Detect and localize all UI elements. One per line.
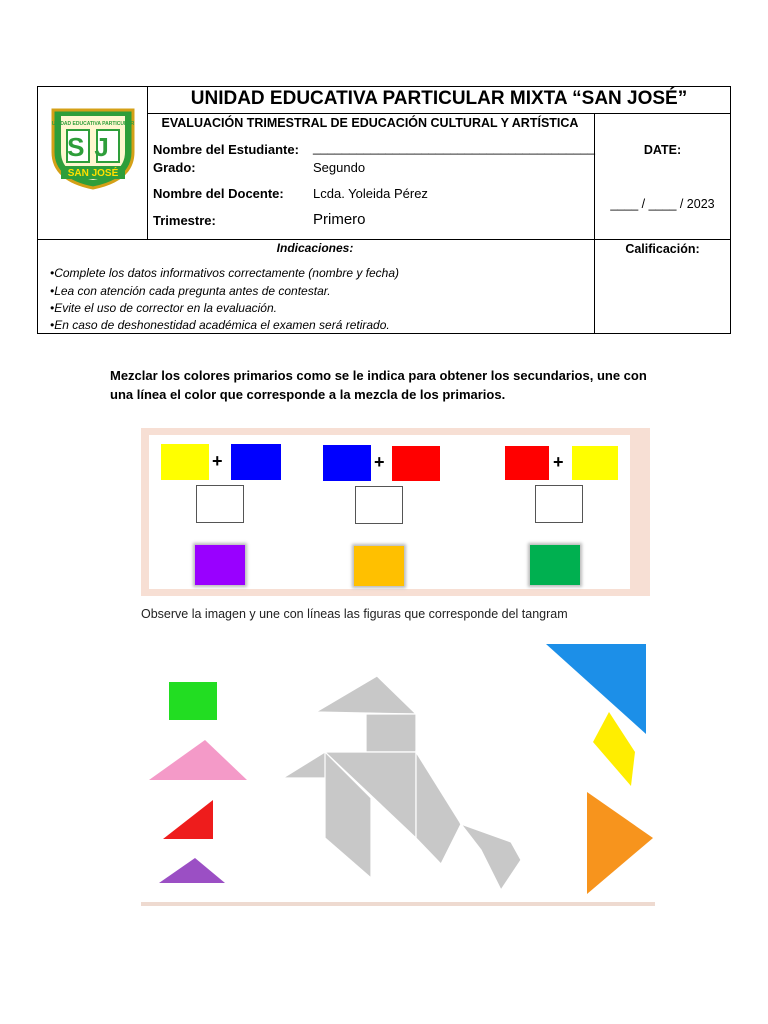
grade-label: Grado: (153, 160, 196, 175)
tangram-pink-triangle-piece[interactable] (149, 740, 247, 780)
school-logo (47, 104, 139, 190)
logo-ring-text: UNIDAD EDUCATIVA PARTICULAR (51, 121, 135, 127)
exam-title: EVALUACIÓN TRIMESTRAL DE EDUCACIÓN CULTURAL Y ARTÍSTICA (161, 116, 579, 130)
date-field[interactable]: ____ / ____ / 2023 (610, 197, 715, 211)
primary-swatch (572, 446, 618, 480)
indication-item: •Evite el uso de corrector en la evaluación. (50, 301, 277, 315)
secondary-swatch[interactable] (530, 545, 580, 585)
plus-sign: + (212, 451, 223, 471)
grade-score-label: Calificación: (625, 242, 700, 256)
answer-box[interactable] (535, 485, 583, 523)
tangram-panel-border (141, 902, 655, 906)
secondary-swatch[interactable] (195, 545, 245, 585)
school-title: UNIDAD EDUCATIVA PARTICULAR MIXTA “SAN JOSÉ” (190, 88, 688, 109)
tangram-square-piece[interactable] (169, 682, 217, 720)
tangram-orange-triangle-piece[interactable] (587, 792, 653, 894)
primary-swatch (505, 446, 549, 480)
answer-box[interactable] (355, 486, 403, 524)
primary-swatch (323, 445, 371, 481)
student-name-field[interactable]: _______________________________________ (313, 140, 595, 155)
indication-item: •En caso de deshonestidad académica el examen será retirado. (50, 318, 390, 332)
primary-swatch (231, 444, 281, 480)
plus-sign: + (374, 452, 385, 472)
tangram-blue-triangle-piece[interactable] (546, 644, 646, 734)
trimester-value: Primero (313, 211, 366, 228)
color-mixing-area (149, 435, 630, 589)
teacher-label: Nombre del Docente: (153, 186, 284, 201)
logo-name: SAN JOSÉ (67, 168, 119, 179)
tangram-instruction: Observe la imagen y une con líneas las figuras que corresponde del tangram (141, 607, 568, 621)
mixing-instruction: Mezclar los colores primarios como se le indica para obtener los secundarios, une con una línea el color que corresponde a la mezcla de los primarios. (110, 368, 647, 402)
indication-item: •Complete los datos informativos correctamente (nombre y fecha) (50, 266, 400, 280)
answer-box[interactable] (196, 485, 244, 523)
tangram-drawing (141, 628, 655, 906)
date-label: DATE: (643, 143, 682, 157)
tangram-panel (141, 628, 655, 906)
indications-title: Indicaciones: (276, 241, 354, 255)
logo-letters: SJ (67, 132, 119, 162)
plus-sign: + (553, 452, 564, 472)
primary-swatch (392, 446, 440, 481)
tangram-red-triangle-piece[interactable] (163, 800, 213, 839)
trimester-label: Trimestre: (153, 213, 216, 228)
secondary-swatch[interactable] (354, 546, 404, 586)
student-name-label: Nombre del Estudiante: (153, 142, 299, 157)
grade-value: Segundo (313, 160, 366, 175)
indication-item: •Lea con atención cada pregunta antes de contestar. (50, 284, 331, 298)
teacher-value: Lcda. Yoleida Pérez (313, 186, 428, 201)
tangram-purple-triangle-piece[interactable] (159, 858, 225, 883)
primary-swatch (161, 444, 209, 480)
tangram-horse-figure (283, 676, 521, 890)
tangram-yellow-parallelogram-piece[interactable] (593, 712, 635, 786)
